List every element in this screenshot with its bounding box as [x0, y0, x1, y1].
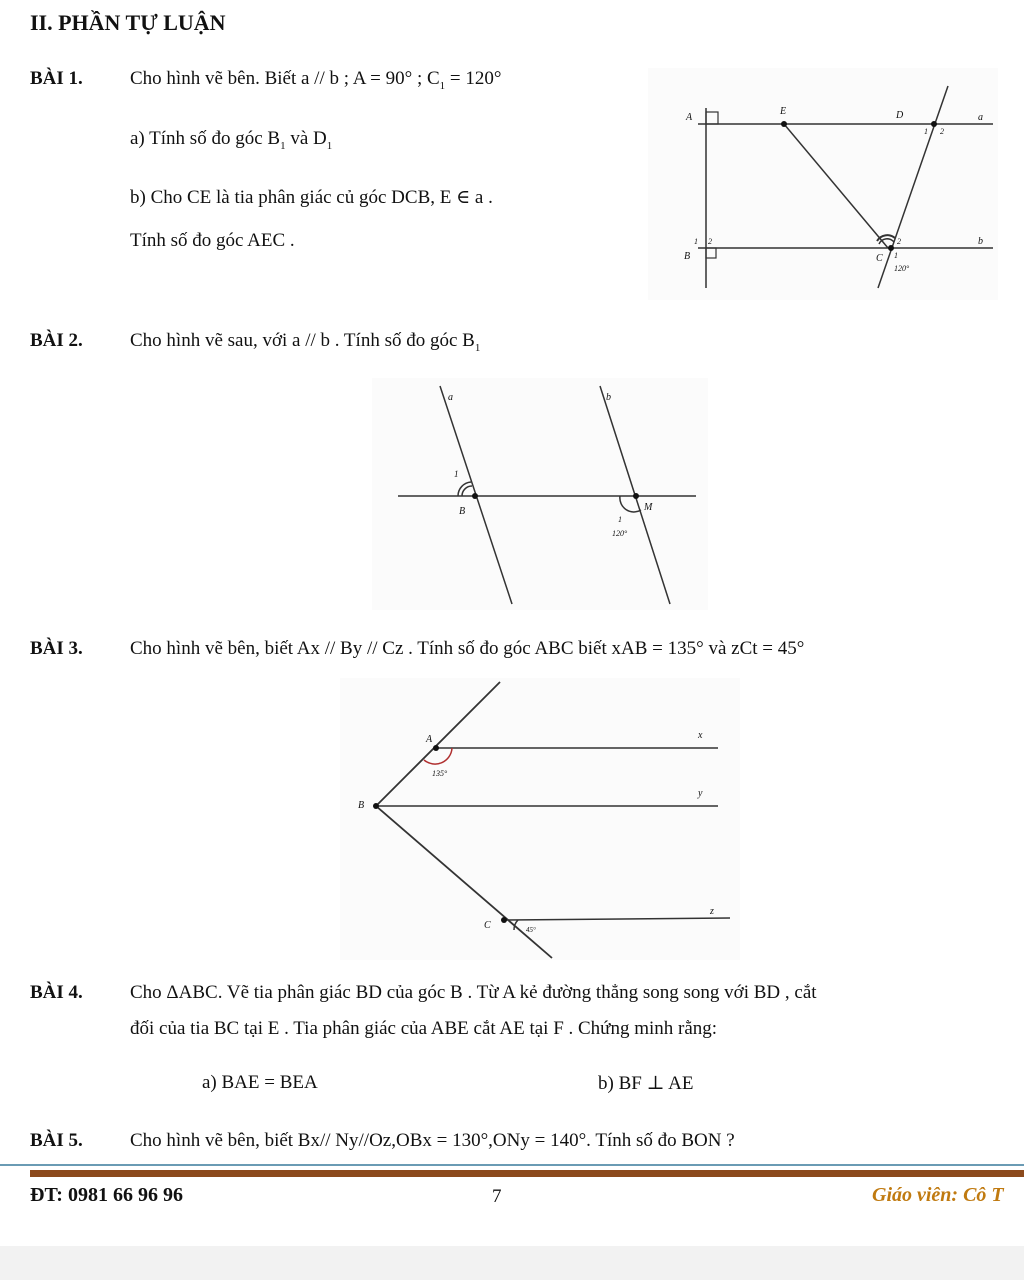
fig1-label-1-c: 1: [894, 251, 898, 260]
fig3-label-y: y: [698, 788, 703, 799]
fig2-label-M: M: [644, 502, 653, 513]
fig2-label-a: a: [448, 392, 453, 403]
fig3-label-A: A: [426, 734, 433, 745]
fig1-label-1-top: 1: [924, 127, 928, 136]
exercise-3-figure: [340, 678, 740, 960]
footer-divider-thick: [30, 1170, 1024, 1177]
fig3-label-45: 45°: [526, 926, 536, 934]
fig1-label-2-top: 2: [940, 127, 944, 136]
fig1-label-2-c: 2: [897, 237, 901, 246]
exercise-3-label: BÀI 3.: [30, 638, 83, 659]
fig1-label-2-b: 2: [708, 237, 712, 246]
exercise-4-line-1: Cho ΔABC. Vẽ tia phân giác BD của góc B . Từ A kẻ đường thẳng song song với BD , cắt: [130, 982, 817, 1003]
fig3-label-z: z: [710, 906, 714, 917]
fig1-label-a: a: [978, 112, 983, 123]
bottom-bar: [0, 1246, 1024, 1280]
exercise-1-part-b: b) Cho CE là tia phân giác củ góc DCB, E ∈ a .: [130, 187, 493, 208]
fig1-label-A: A: [686, 112, 693, 123]
fig3-label-B: B: [358, 800, 365, 811]
footer-teacher: Giáo viên: Cô T: [872, 1184, 1004, 1206]
fig1-label-D: D: [896, 110, 904, 121]
fig2-label-1: 1: [454, 469, 459, 479]
exercise-2-label: BÀI 2.: [30, 330, 83, 351]
footer-divider-thin: [0, 1164, 1024, 1166]
fig1-label-120: 120°: [894, 264, 910, 273]
exercise-1-statement: Cho hình vẽ bên. Biết a // b ; A = 90° ; $C_1 = 120^\circ$: [130, 68, 502, 92]
exercise-4-line-2: đối của tia BC tại E . Tia phân giác của ABE cắt AE tại F . Chứng minh rằng:: [130, 1018, 718, 1039]
exercise-4-label: BÀI 4.: [30, 982, 83, 1003]
fig1-label-b: b: [978, 236, 983, 247]
fig3-label-x: x: [698, 730, 703, 741]
fig3-label-C: C: [484, 920, 491, 931]
fig2-label-B: B: [459, 506, 466, 517]
exercise-1-figure: [648, 68, 998, 300]
fig3-label-135: 135°: [432, 769, 448, 778]
exercise-4-part-b: b) BF ⊥ AE: [598, 1073, 694, 1094]
page-number: 7: [492, 1186, 502, 1207]
exercise-5-statement: Cho hình vẽ bên, biết Bx// Ny//Oz,OBx = 130°,ONy = 140°. Tính số đo BON ?: [130, 1130, 735, 1151]
fig1-label-C: C: [876, 253, 883, 264]
fig2-label-120: 120°: [612, 529, 628, 538]
exercise-4-part-a: a) BAE = BEA: [202, 1072, 318, 1093]
footer-phone: ĐT: 0981 66 96 96: [30, 1184, 183, 1206]
exercise-1-part-b-cont: Tính số đo góc AEC .: [130, 230, 295, 251]
exercise-2-figure: [372, 378, 708, 610]
exercise-3-statement: Cho hình vẽ bên, biết Ax // By // Cz . Tính số đo góc ABC biết xAB = 135° và zCt = 45°: [130, 638, 805, 659]
fig1-label-B: B: [684, 251, 691, 262]
exercise-1-part-a: a) Tính số đo góc $B_1$ và $D_1$: [130, 128, 333, 152]
fig1-label-1-b: 1: [694, 237, 698, 246]
fig2-label-1-m: 1: [618, 515, 622, 524]
exercise-2-statement: Cho hình vẽ sau, với a // b . Tính số đo góc $B_1$: [130, 330, 481, 354]
fig1-label-E: E: [780, 106, 787, 117]
exercise-5-label: BÀI 5.: [30, 1130, 83, 1151]
exercise-1-label: BÀI 1.: [30, 68, 83, 89]
fig2-label-b: b: [606, 392, 611, 403]
section-title: II. PHẦN TỰ LUẬN: [30, 10, 226, 35]
